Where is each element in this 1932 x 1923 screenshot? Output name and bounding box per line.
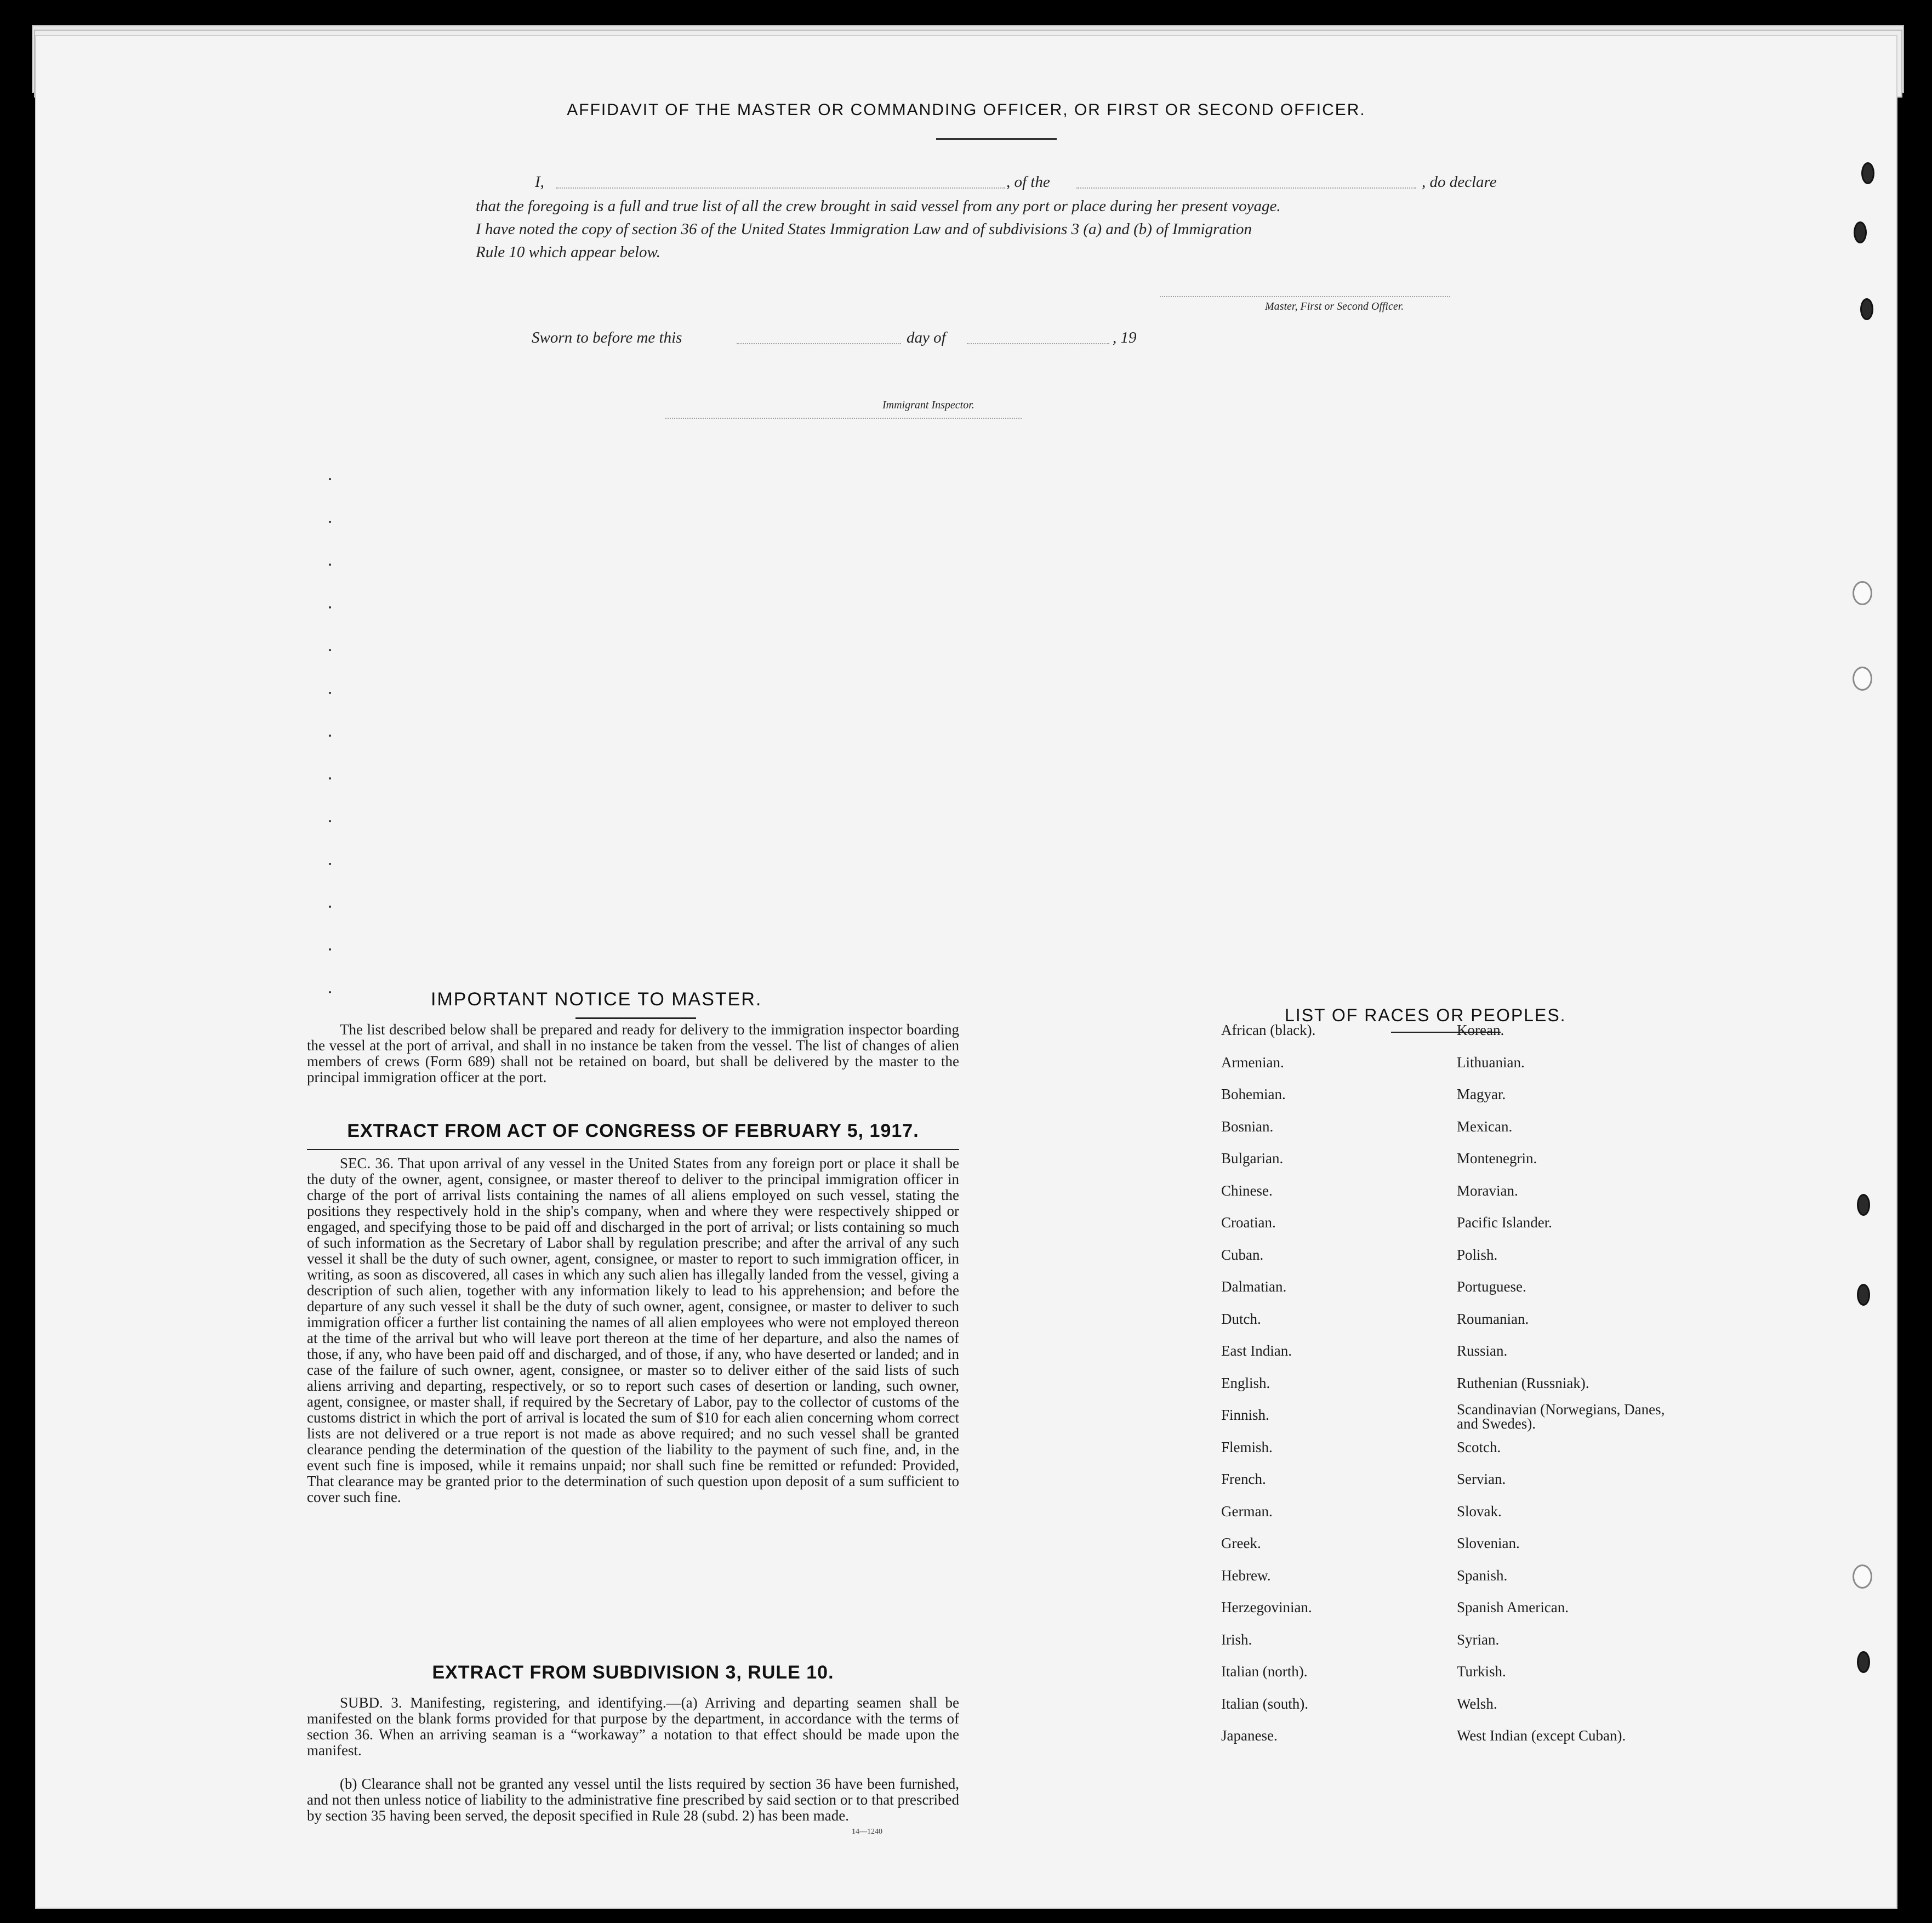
race-item: Flemish. <box>1221 1438 1273 1455</box>
race-item: Portuguese. <box>1457 1278 1526 1295</box>
rule-extract-title: EXTRACT FROM SUBDIVISION 3, RULE 10. <box>432 1662 834 1683</box>
race-item: Lithuanian. <box>1457 1054 1525 1071</box>
act-extract-text: SEC. 36. That upon arrival of any vessel in the United States from any foreign port or place it shall be the duty of the owner, agent, consignee, or master thereof to deliver to the principal immigration officer in charge of the port of arrival lists containing the names of all aliens employed on such vessel, stating the positions they respectively hold in the ship's company, when and where they were respectively shipped or engaged, and specifying those to be paid off and discharged in the port of arrival; or lists containing so much of such information as the Secretary of Labor shall by regulation prescribe; and after the arrival of any such vessel it shall be the duty of such owner, agent, consignee, or master to report to such immigration officer, in writing, as soon as discovered, all cases in which any such alien has illegally landed from the vessel, giving a description of such alien, together with any information likely to lead to his apprehension; and before the departure of any such vessel it shall be the duty of such owner, agent, consignee, or master to deliver to such immigration officer a further list containing the names of all alien employees who were not employed thereon at the time of the arrival but who will leave port thereon at the time of her departure, and also the names of those, if any, who have been paid off and discharged, and of those, if any, who have deserted or landed; and in case of the failure of such owner, agent, consignee, or master so to deliver either of the said lists of such aliens arriving and departing, respectively, or so to report such cases of desertion or landing, such owner, agent, consignee, or master shall, if required by the Secretary of Labor, pay to the collector of customs of the customs district in which the port of arrival is located the sum of $10 for each alien concerning whom correct lists are not delivered or a true report is not made as above required; and no such vessel shall be granted clearance pending the determination of the question of the liability to the payment of such fine, and, in the event such fine is imposed, while it remains unpaid; nor shall such fine be remitted or refunded: Provided, That clearance may be granted prior to the determination of such question upon deposit of a sum sufficient to cover such fine. <box>307 1155 959 1505</box>
margin-tick <box>329 948 331 951</box>
race-item: Slovak. <box>1457 1503 1502 1520</box>
binding-hole <box>1853 581 1872 605</box>
margin-tick <box>329 649 331 651</box>
race-item: Pacific Islander. <box>1457 1214 1552 1231</box>
race-item: Dalmatian. <box>1221 1278 1287 1295</box>
margin-tick <box>329 906 331 908</box>
race-item: West Indian (except Cuban). <box>1457 1727 1626 1744</box>
signature-line[interactable] <box>1160 296 1450 297</box>
margin-tick <box>329 777 331 780</box>
race-item: Moravian. <box>1457 1182 1518 1199</box>
title-rule <box>936 138 1057 140</box>
race-item: English. <box>1221 1374 1270 1391</box>
margin-tick <box>329 692 331 694</box>
race-item: Hebrew. <box>1221 1567 1271 1584</box>
margin-tick <box>329 478 331 480</box>
race-item: Polish. <box>1457 1246 1498 1263</box>
binding-hole <box>1861 162 1874 184</box>
binding-hole <box>1853 1564 1872 1589</box>
race-item: Italian (north). <box>1221 1663 1308 1680</box>
race-item: Bosnian. <box>1221 1118 1274 1135</box>
race-item: German. <box>1221 1503 1273 1520</box>
race-item: Ruthenian (Russniak). <box>1457 1374 1589 1391</box>
affidavit-title: AFFIDAVIT OF THE MASTER OR COMMANDING OFFICER, OR FIRST OR SECOND OFFICER. <box>567 101 1366 119</box>
declaration-of-the: , of the <box>1006 173 1050 191</box>
race-item: Turkish. <box>1457 1663 1506 1680</box>
race-item: French. <box>1221 1471 1266 1487</box>
race-item: Herzegovinian. <box>1221 1599 1312 1615</box>
declaration-declare: , do declare <box>1422 173 1497 191</box>
race-item: Welsh. <box>1457 1695 1497 1712</box>
race-item: Dutch. <box>1221 1310 1261 1327</box>
race-item: East Indian. <box>1221 1342 1292 1359</box>
race-item: Irish. <box>1221 1631 1252 1648</box>
act-extract-rule <box>307 1149 959 1150</box>
binding-hole <box>1857 1194 1870 1216</box>
margin-tick <box>329 521 331 523</box>
rule-extract-para-b: (b) Clearance shall not be granted any vessel until the lists required by section 36 have been furnished, and not then unless notice of liability to the administrative fine prescribed by said section or to that prescribed by section 35 having been served, the deposit specified in Rule 28 (subd. 2) has been made. <box>307 1776 959 1824</box>
race-item: Cuban. <box>1221 1246 1264 1263</box>
race-item: Mexican. <box>1457 1118 1513 1135</box>
act-extract-title: EXTRACT FROM ACT OF CONGRESS OF FEBRUARY 5, 1917. <box>347 1120 919 1141</box>
race-item: Bohemian. <box>1221 1086 1286 1102</box>
declaration-line-4: Rule 10 which appear below. <box>476 243 660 261</box>
margin-tick <box>329 564 331 566</box>
notice-title: IMPORTANT NOTICE TO MASTER. <box>431 989 762 1010</box>
race-item: Armenian. <box>1221 1054 1284 1071</box>
sworn-year: , 19 <box>1113 329 1137 346</box>
race-item: Montenegrin. <box>1457 1150 1537 1167</box>
race-item: Slovenian. <box>1457 1535 1520 1551</box>
declaration-line-3: I have noted the copy of section 36 of the United States Immigration Law and of subdivisions 3 (a) and (b) of Immigration <box>476 220 1252 238</box>
race-item: Syrian. <box>1457 1631 1500 1648</box>
race-item: Bulgarian. <box>1221 1150 1284 1167</box>
form-number: 14—1240 <box>852 1828 882 1836</box>
notice-rule <box>575 1017 696 1019</box>
race-item: Spanish American. <box>1457 1599 1569 1615</box>
binding-hole <box>1860 298 1873 320</box>
race-item: Italian (south). <box>1221 1695 1308 1712</box>
name-field-line[interactable] <box>556 187 1005 189</box>
sworn-day-line[interactable] <box>737 343 901 344</box>
inspector-caption: Immigrant Inspector. <box>882 399 974 411</box>
race-item: African (black). <box>1221 1022 1316 1038</box>
sworn-text: Sworn to before me this <box>532 329 682 346</box>
inspector-signature-line[interactable] <box>665 418 1022 419</box>
race-item: Chinese. <box>1221 1182 1273 1199</box>
margin-tick <box>329 991 331 993</box>
race-item: Spanish. <box>1457 1567 1508 1584</box>
margin-tick <box>329 606 331 608</box>
race-item: Korean. <box>1457 1022 1504 1038</box>
margin-tick <box>329 735 331 737</box>
declaration-i: I, <box>535 173 544 191</box>
binding-hole <box>1857 1651 1870 1673</box>
race-item: Magyar. <box>1457 1086 1506 1102</box>
race-item: Finnish. <box>1221 1407 1269 1423</box>
binding-hole <box>1854 221 1867 243</box>
race-item: Croatian. <box>1221 1214 1276 1231</box>
margin-tick <box>329 863 331 865</box>
race-item: Japanese. <box>1221 1727 1278 1744</box>
declaration-line-2: that the foregoing is a full and true list of all the crew brought in said vessel from any port or place during her present voyage. <box>476 197 1281 215</box>
rule-extract-para-a: SUBD. 3. Manifesting, registering, and identifying.—(a) Arriving and departing seamen shall be manifested on the blank forms provided for that purpose by the department, in accordance with the terms of section 36. When an arriving seaman is a “workaway” a notation to that effect should be made upon the manifest. <box>307 1694 959 1759</box>
vessel-field-line[interactable] <box>1076 187 1416 189</box>
race-item: Roumanian. <box>1457 1310 1529 1327</box>
race-item: Scotch. <box>1457 1438 1501 1455</box>
races-title: LIST OF RACES OR PEOPLES. <box>1285 1005 1566 1025</box>
race-item: Servian. <box>1457 1471 1506 1487</box>
manifest-page <box>35 35 1897 1909</box>
binding-hole <box>1853 667 1872 691</box>
race-item: Greek. <box>1221 1535 1261 1551</box>
notice-text: The list described below shall be prepared and ready for delivery to the immigration inspector boarding the vessel at the port of arrival, and shall in no instance be taken from the vessel. The list of changes of alien members of crews (Form 689) shall not be retained on board, but shall be delivered by the master to the principal immigration officer at the port. <box>307 1021 959 1085</box>
binding-hole <box>1857 1284 1870 1306</box>
margin-tick <box>329 820 331 822</box>
race-item: Scandinavian (Norwegians, Danes, and Swedes). <box>1457 1401 1665 1432</box>
sworn-month-line[interactable] <box>967 343 1109 344</box>
race-item: Russian. <box>1457 1342 1508 1359</box>
sworn-day-of: day of <box>907 329 946 346</box>
signature-caption: Master, First or Second Officer. <box>1265 300 1404 312</box>
